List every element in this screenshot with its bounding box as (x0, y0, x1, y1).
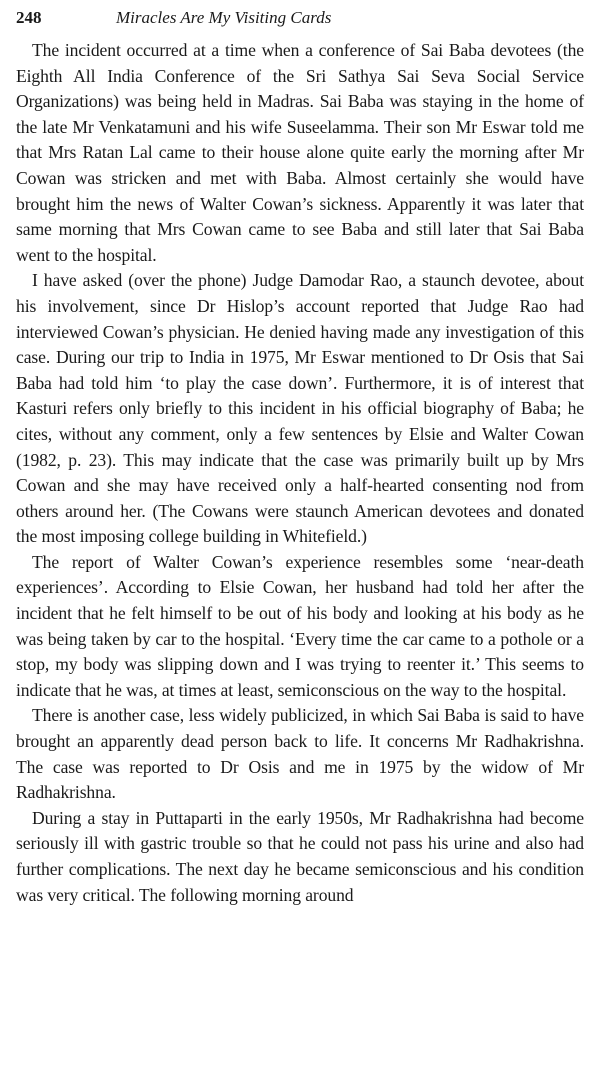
paragraph: There is another case, less widely publicized, in which Sai Baba is said to have brought an apparently dead person back to life. It concerns Mr Radhakrishna. The case was reported to Dr Osis and me in 1975 by the widow of Mr Radhakrishna. (16, 705, 584, 803)
paragraph: I have asked (over the phone) Judge Damodar Rao, a staunch devotee, about his involvement, since Dr Hislop’s account reported that Judge Rao had interviewed Cowan’s physician. He denied having made any investigation of this case. During our trip to India in 1975, Mr Eswar mentioned to Dr Osis that Sai Baba had told him ‘to play the case down’. Furthermore, it is of interest that Kasturi refers only briefly to this incident in his official biography of Baba; he cites, without any comment, only a few sentences by Elsie and Walter Cowan (1982, p. 23). This may indicate that the case was primarily built up by Mrs Cowan and she may have received only a half-hearted consenting nod from others around her. (The Cowans were staunch American devotees and donated the most imposing college building in Whitefield.) (16, 270, 584, 547)
paragraph: During a stay in Puttaparti in the early 1950s, Mr Radhakrishna had become seriously ill with gastric trouble so that he could not pass his urine and also had further complications. The next day he became semiconscious and his condition was very critical. The following morning around (16, 807, 584, 905)
body-text (16, 38, 584, 908)
running-title: Miracles Are My Visiting Cards (116, 8, 332, 27)
page-header (16, 8, 584, 34)
paragraph: The report of Walter Cowan’s experience resembles some ‘near-death experiences’. According to Elsie Cowan, her husband had told her after the incident that he felt himself to be out of his body and looking at his body as he was being taken by car to the hospital. ‘Every time the car came to a pothole or a stop, my body was slipping down and I was trying to reenter it.’ This seems to indicate that he was, at times at least, semiconscious on the way to the hospital. (16, 551, 584, 700)
paragraph: The incident occurred at a time when a conference of Sai Baba devotees (the Eighth All India Conference of the Sri Sathya Sai Seva Social Service Organizations) was being held in Madras. Sai Baba was staying in the home of the late Mr Venkatamuni and his wife Suseelamma. Their son Mr Eswar told me that Mrs Ratan Lal came to their house alone quite early the morning after Mr Cowan was stricken and met with Baba. Almost certainly she would have brought him the news of Walter Cowan’s sickness. Apparently it was later that same morning that Mrs Cowan came to see Baba and still later that Sai Baba went to the hospital. (16, 40, 584, 265)
book-page (16, 8, 584, 908)
page-number: 248 (16, 8, 42, 27)
